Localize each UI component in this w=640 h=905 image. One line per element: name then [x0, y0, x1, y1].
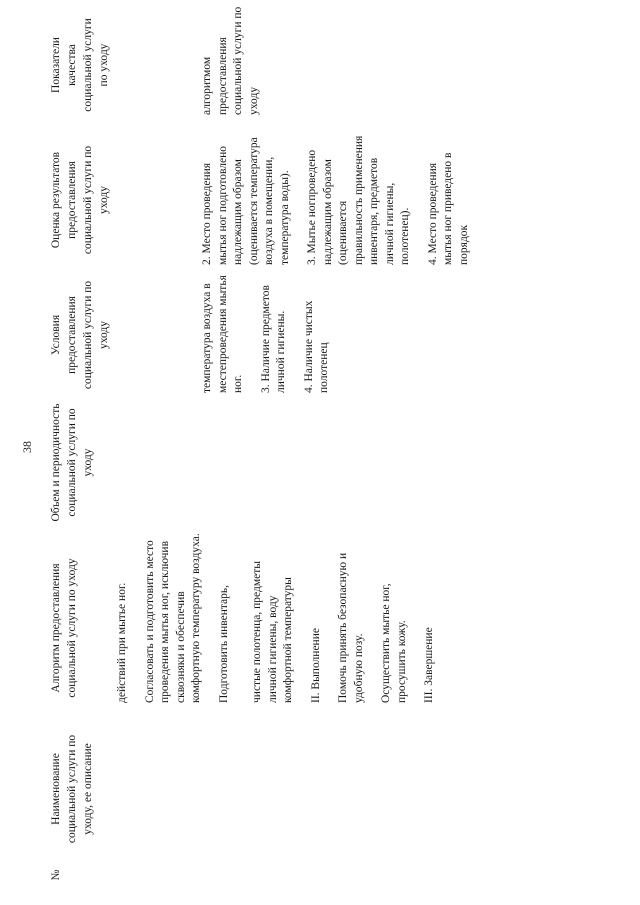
header-name: Наименование социальной услуги по уходу, ее описание	[50, 734, 94, 844]
algorithm-item: II. Выполнение	[309, 628, 322, 703]
evaluation-item: 3. Мытье ногпроведено надлежащим образом (оценивается правильность применения инвентаря, предметов личной гигиены, полотенец).	[306, 135, 411, 265]
conditions-item: 3. Наличие предметов личной гигиены.	[259, 285, 287, 393]
conditions-item: температура воздуха в местепроведения мытья ног.	[201, 275, 244, 393]
evaluation-item: 2. Место проведения мытья ног подготовлено надлежащим образом (оценивается температура воздуха в помещении, температура воды).	[201, 137, 291, 265]
header-evaluation: Оценка результатов предоставления социальной услуги по уходу	[50, 145, 110, 255]
conditions-item: 4. Наличие чистых полотенец	[302, 300, 330, 393]
evaluation-item: 4. Место проведения мытья ног приведено в порядок	[426, 152, 470, 265]
header-conditions: Условия предоставления социальной услуги по уходу	[50, 280, 110, 390]
algorithm-item: Помочь принять безопасную и удобную позу.	[337, 552, 365, 703]
algorithm-item: Подготовить инвентарь,	[217, 584, 230, 703]
header-volume: Объем и периодичность социальной услуги по уходу	[50, 403, 94, 522]
algorithm-cell	[115, 533, 450, 703]
header-num: №	[50, 869, 62, 881]
page-number: 38	[20, 441, 34, 453]
algorithm-item: чистые полотенца, предметы личной гигиены, воду комфортной температуры	[251, 561, 294, 703]
header-algorithm: Алгоритм предоставления социальной услуги по уходу	[50, 558, 78, 698]
evaluation-cell	[200, 133, 484, 265]
algorithm-item: Осуществить мытье ног, просушить кожу.	[380, 583, 408, 703]
conditions-cell	[200, 267, 345, 393]
quality-item: алгоритмом предоставления социальной услуги по уходу	[201, 6, 260, 115]
header-quality: Показатели качества социальной услуги по уходу	[50, 18, 110, 112]
quality-cell	[200, 3, 274, 115]
algorithm-item: III. Завершение	[423, 627, 435, 703]
algorithm-item: Согласовать и подготовить место проведения мытья ног, исключив сквозняки и обеспечив комфортную температуру воздуха.	[143, 533, 202, 703]
algorithm-item: действий при мытье ног.	[116, 582, 128, 703]
